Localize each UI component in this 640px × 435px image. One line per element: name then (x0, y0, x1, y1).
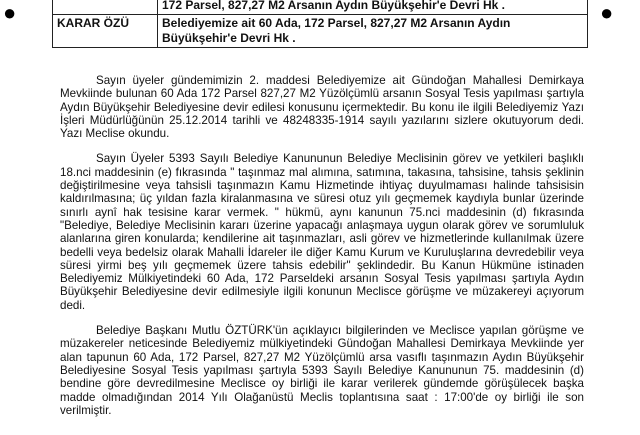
paragraph-1: Sayın üyeler gündemimizin 2. maddesi Belediyemize ait Gündoğan Mahallesi Demirkaya Mevkiinde bulunan 60 Ada 172 Parsel 827,27 M2 Yüzölçümlü arsanın Sosyal Tesis yapılması şartıyla Aydın Büyükşehir Belediyesine devir edilesi konusunu içermektedir. Bu konu ile ilgili Belediyemiz Yazı İşleri Müdürlüğünün 25.12.2014 tarihli ve 48248335-1914 sayılı yazılarını sizlere okutuyorum dedi. Yazı Meclise okundu. (60, 74, 584, 141)
document-body (60, 74, 584, 429)
decision-summary: Belediyemize ait 60 Ada, 172 Parsel, 827,27 M2 Arsanın Aydın Büyükşehir'e Devri Hk . (158, 15, 588, 48)
header-top-right-cell: 172 Parsel, 827,27 M2 Arsanın Aydın Büyükşehir'e Devri Hk . (158, 0, 588, 15)
header-table (52, 0, 588, 48)
header-top-row (53, 0, 588, 15)
binder-hole-icon: ● (600, 0, 614, 25)
paragraph-3: Belediye Başkanı Mutlu ÖZTÜRK'ün açıklayıcı bilgilerinden ve Meclisce yapılan görüşme ve müzakereler neticesinde Belediyemiz mülkiyetindeki Gündoğan Mahallesi Demirkaya Mevkiinde yer alan tapunun 60 Ada, 172 Parsel, 827,27 M2 Yüzölçümlü arsa vasıflı taşınmazın Aydın Büyükşehir Belediyesine Sosyal Tesis yapılması şartıyla 5393 Sayılı Belediye Kanununun 75. maddesinin (d) bendine göre devredilmesine Meclisce oy birliği ile karar verilerek gündemde görüşülecek başka madde olmadığından 2014 Yılı Olağanüstü Meclis toplantısına saat : 17:00'de oy birliği ile son verilmiştir. (60, 324, 584, 417)
binder-hole-icon: ● (3, 0, 17, 25)
header-summary-row (53, 15, 588, 48)
decision-label: KARAR ÖZÜ (53, 15, 158, 48)
paragraph-2: Sayın Üyeler 5393 Sayılı Belediye Kanununun Belediye Meclisinin görev ve yetkileri başlıklı 18.nci maddesinin (e) fıkrasında " taşınmaz mal alımına, satımına, takasına, tahsisine, tahsis şeklinin değiştirilmesine veya tahsisli taşınmazın Kamu Hizmetinde ihtiyaç duyulmaması halinde tahsisisin kaldırılmasına; üç yıldan fazla kiralanmasına ve süresi otuz yılı geçmemek kaydıyla bunlar üzerinde sınırlı aynî hak tesisine karar vermek. " hükmü, aynı kanunun 75.nci maddesinin (d) fıkrasında "Belediye, Belediye Meclisinin kararı üzerine yapacağı anlaşmaya uygun olarak görev ve sorumluluk alanlarına giren konularda; kendilerine ait taşınmazları, asli görev ve hizmetlerinde kullanılmak üzere bedelli veya bedelsiz olarak Mahalli İdareler ile diğer Kamu Kurum ve Kuruluşlarına devredebilir veya süresi yirmi beş yılı geçmemek üzere tahsis edebilir" şeklindedir. Bu Kanun Hükmüne istinaden Belediyemiz Mülkiyetindeki 60 Ada, 172 Parseldeki arsanın Sosyal Tesis yapılması şartıyla Aydın Büyükşehir Belediyesine devir edilmesiyle ilgili konunun Meclisce görüşme ve müzakereyi açıyorum dedi. (60, 152, 584, 312)
header-top-left-cell (53, 0, 158, 15)
